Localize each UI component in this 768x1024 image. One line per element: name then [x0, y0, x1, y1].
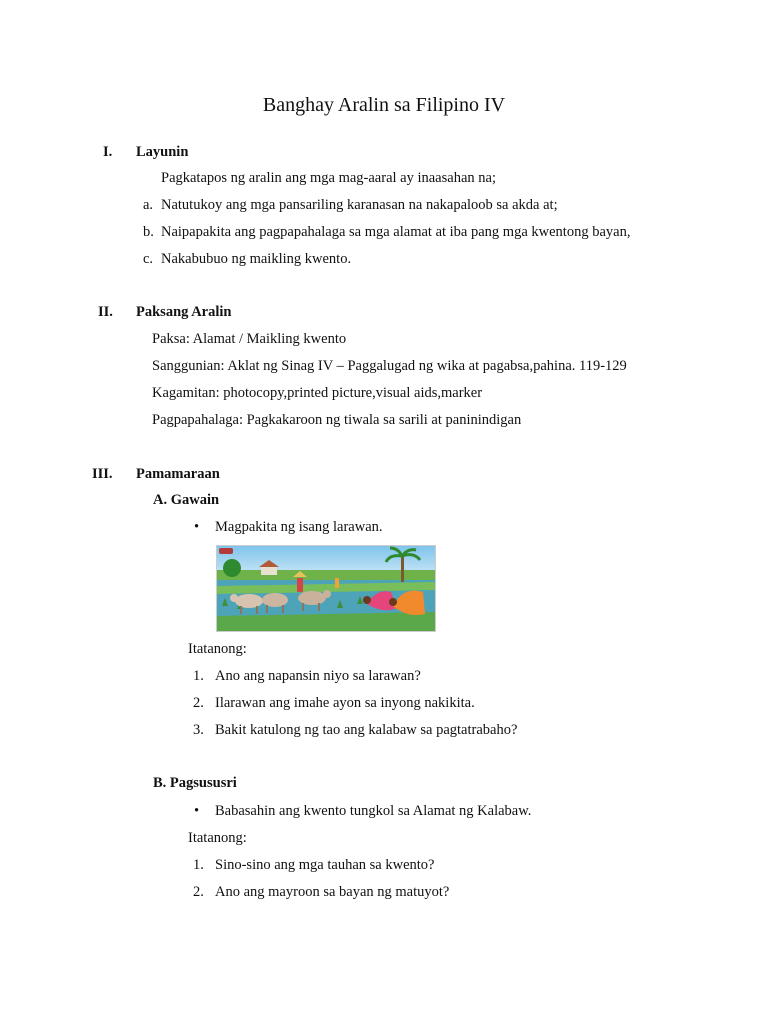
- subsection-heading-pagsususri: B. Pagsususri: [153, 775, 237, 791]
- section-numeral-i: I.: [103, 144, 113, 160]
- list-item: Ano ang mayroon sa bayan ng matuyot?: [215, 884, 450, 900]
- list-marker: 2.: [193, 695, 204, 711]
- subsection-heading-gawain: A. Gawain: [153, 492, 220, 508]
- list-marker: c.: [143, 251, 154, 267]
- section-heading-paksang-aralin: Paksang Aralin: [136, 304, 232, 320]
- list-marker: 1.: [193, 668, 204, 684]
- bullet-icon: •: [194, 519, 200, 535]
- bullet-item: Magpakita ng isang larawan.: [215, 519, 383, 535]
- list-marker: 2.: [193, 884, 204, 900]
- bullet-item: Babasahin ang kwento tungkol sa Alamat ng Kalabaw.: [215, 803, 532, 819]
- list-item: Nakabubuo ng maikling kwento.: [161, 251, 352, 267]
- info-line: Sanggunian: Aklat ng Sinag IV – Paggalugad ng wika at pagabsa,pahina. 119-129: [152, 358, 627, 374]
- list-item: Ilarawan ang imahe ayon sa inyong nakikita.: [215, 695, 475, 711]
- list-marker: 1.: [193, 857, 204, 873]
- list-item: Natutukoy ang mga pansariling karanasan na nakapaloob sa akda at;: [161, 197, 558, 213]
- info-line: Kagamitan: photocopy,printed picture,visual aids,marker: [152, 385, 483, 401]
- info-line: Paksa: Alamat / Maikling kwento: [152, 331, 347, 347]
- list-marker: a.: [143, 197, 154, 213]
- page-title: Banghay Aralin sa Filipino IV: [262, 94, 506, 116]
- section-numeral-ii: II.: [98, 304, 113, 320]
- bullet-icon: •: [194, 803, 200, 819]
- list-marker: 3.: [193, 722, 204, 738]
- question-label: Itatanong:: [188, 830, 247, 846]
- section-intro: Pagkatapos ng aralin ang mga mag-aaral ay inaasahan na;: [161, 170, 496, 186]
- list-item: Sino-sino ang mga tauhan sa kwento?: [215, 857, 435, 873]
- farm-scene-picture: [216, 545, 436, 632]
- list-item: Naipapakita ang pagpapahalaga sa mga alamat at iba pang mga kwentong bayan,: [161, 224, 631, 240]
- list-marker: b.: [143, 224, 154, 240]
- list-item: Ano ang napansin niyo sa larawan?: [215, 668, 421, 684]
- section-heading-layunin: Layunin: [136, 144, 189, 160]
- section-heading-pamamaraan: Pamamaraan: [136, 466, 220, 482]
- info-line: Pagpapahalaga: Pagkakaroon ng tiwala sa sarili at paninindigan: [152, 412, 522, 428]
- section-numeral-iii: III.: [92, 466, 113, 482]
- list-item: Bakit katulong ng tao ang kalabaw sa pagtatrabaho?: [215, 722, 518, 738]
- question-label: Itatanong:: [188, 641, 247, 657]
